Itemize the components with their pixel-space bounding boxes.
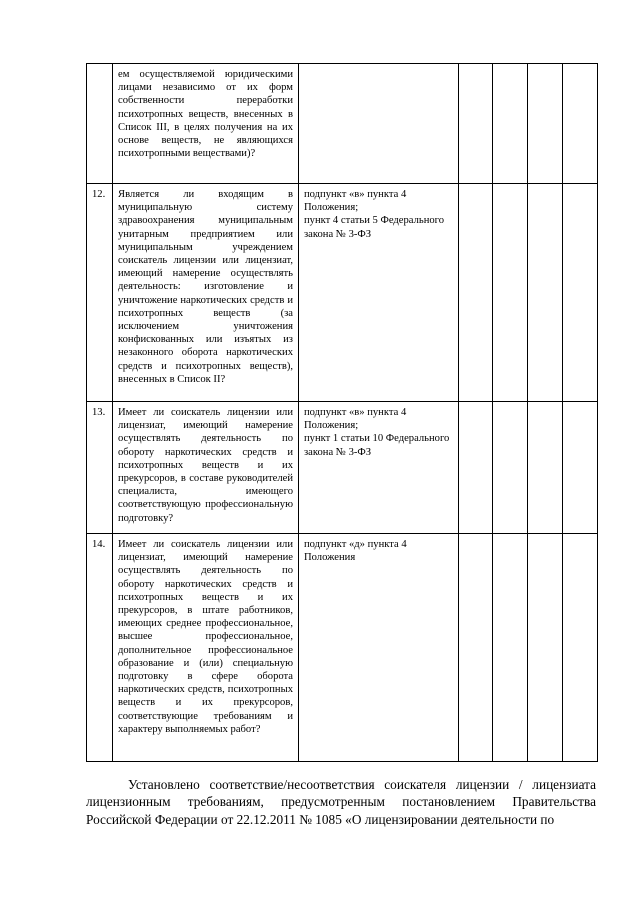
answer-cell[interactable] (528, 64, 563, 184)
reference-line: подпункт «в» пункта 4 Положения; (304, 407, 407, 432)
row-number: 13. (87, 402, 113, 534)
answer-cell[interactable] (459, 64, 493, 184)
answer-cell[interactable] (563, 402, 598, 534)
row-reference (299, 64, 459, 184)
table-row (87, 402, 598, 534)
row-number: 14. (87, 534, 113, 762)
answer-cell[interactable] (459, 534, 493, 762)
reference-line: подпункт «в» пункта 4 Положения; (304, 189, 407, 214)
answer-cell[interactable] (528, 402, 563, 534)
conclusion-paragraph (86, 776, 596, 828)
answer-cell[interactable] (528, 534, 563, 762)
row-reference (299, 184, 459, 402)
reference-line: подпункт «д» пункта 4 Положения (304, 539, 407, 564)
answer-cell[interactable] (528, 184, 563, 402)
table-row (87, 184, 598, 402)
answer-cell[interactable] (563, 534, 598, 762)
answer-cell[interactable] (493, 184, 528, 402)
row-reference (299, 534, 459, 762)
answer-cell[interactable] (459, 184, 493, 402)
answer-cell[interactable] (459, 402, 493, 534)
reference-line: пункт 1 статьи 10 Федерального закона № 3-ФЗ (304, 433, 450, 458)
reference-line: пункт 4 статьи 5 Федерального закона № 3-ФЗ (304, 215, 445, 240)
row-reference (299, 402, 459, 534)
answer-cell[interactable] (493, 64, 528, 184)
table-row (87, 64, 598, 184)
row-question: Имеет ли соискатель лицензии или лицензиат, имеющий намерение осуществлять деятельность по обороту наркотических средств и психотропных веществ и их прекурсоров, в составе руководителей специалиста, имеющего соответствующую профессиональную подготовку? (113, 402, 299, 534)
answer-cell[interactable] (563, 64, 598, 184)
row-number: 12. (87, 184, 113, 402)
table-row (87, 534, 598, 762)
answer-cell[interactable] (493, 534, 528, 762)
row-question: ем осуществляемой юридическими лицами независимо от их форм собственности переработки психотропных веществ, внесенных в Список III, в целях получения на их основе веществ, не являющихся психотропными веществами)? (113, 64, 299, 184)
row-question: Имеет ли соискатель лицензии или лицензиат, имеющий намерение осуществлять деятельность по обороту наркотических средств и психотропных веществ и их прекурсоров, в штате работников, имеющих среднее профессиональное, высшее профессиональное, дополнительное профессиональное образование и (или) специальную подготовку в сфере оборота наркотических средств, психотропных веществ и их прекурсоров, соответствующие требованиям и характеру выполняемых работ? (113, 534, 299, 762)
row-question: Является ли входящим в муниципальную систему здравоохранения муниципальным унитарным предприятием или муниципальным учреждением соискатель лицензии или лицензиат, имеющий намерение осуществлять деятельность: изготовление и уничтожение наркотических средств и психотропных веществ (за исключением уничтожения конфискованных или изъятых из незаконного оборота наркотических средств и психотропных веществ), внесенных в Список II? (113, 184, 299, 402)
answer-cell[interactable] (563, 184, 598, 402)
checklist-table (86, 63, 598, 762)
conclusion-text: Установлено соответствие/несоответствия соискателя лицензии / лицензиата лицензионным требованиям, предусмотренным постановлением Правительства Российской Федерации от 22.12.2011 № 1085 «О лицензировании деятельности по (86, 777, 596, 827)
row-number (87, 64, 113, 184)
answer-cell[interactable] (493, 402, 528, 534)
